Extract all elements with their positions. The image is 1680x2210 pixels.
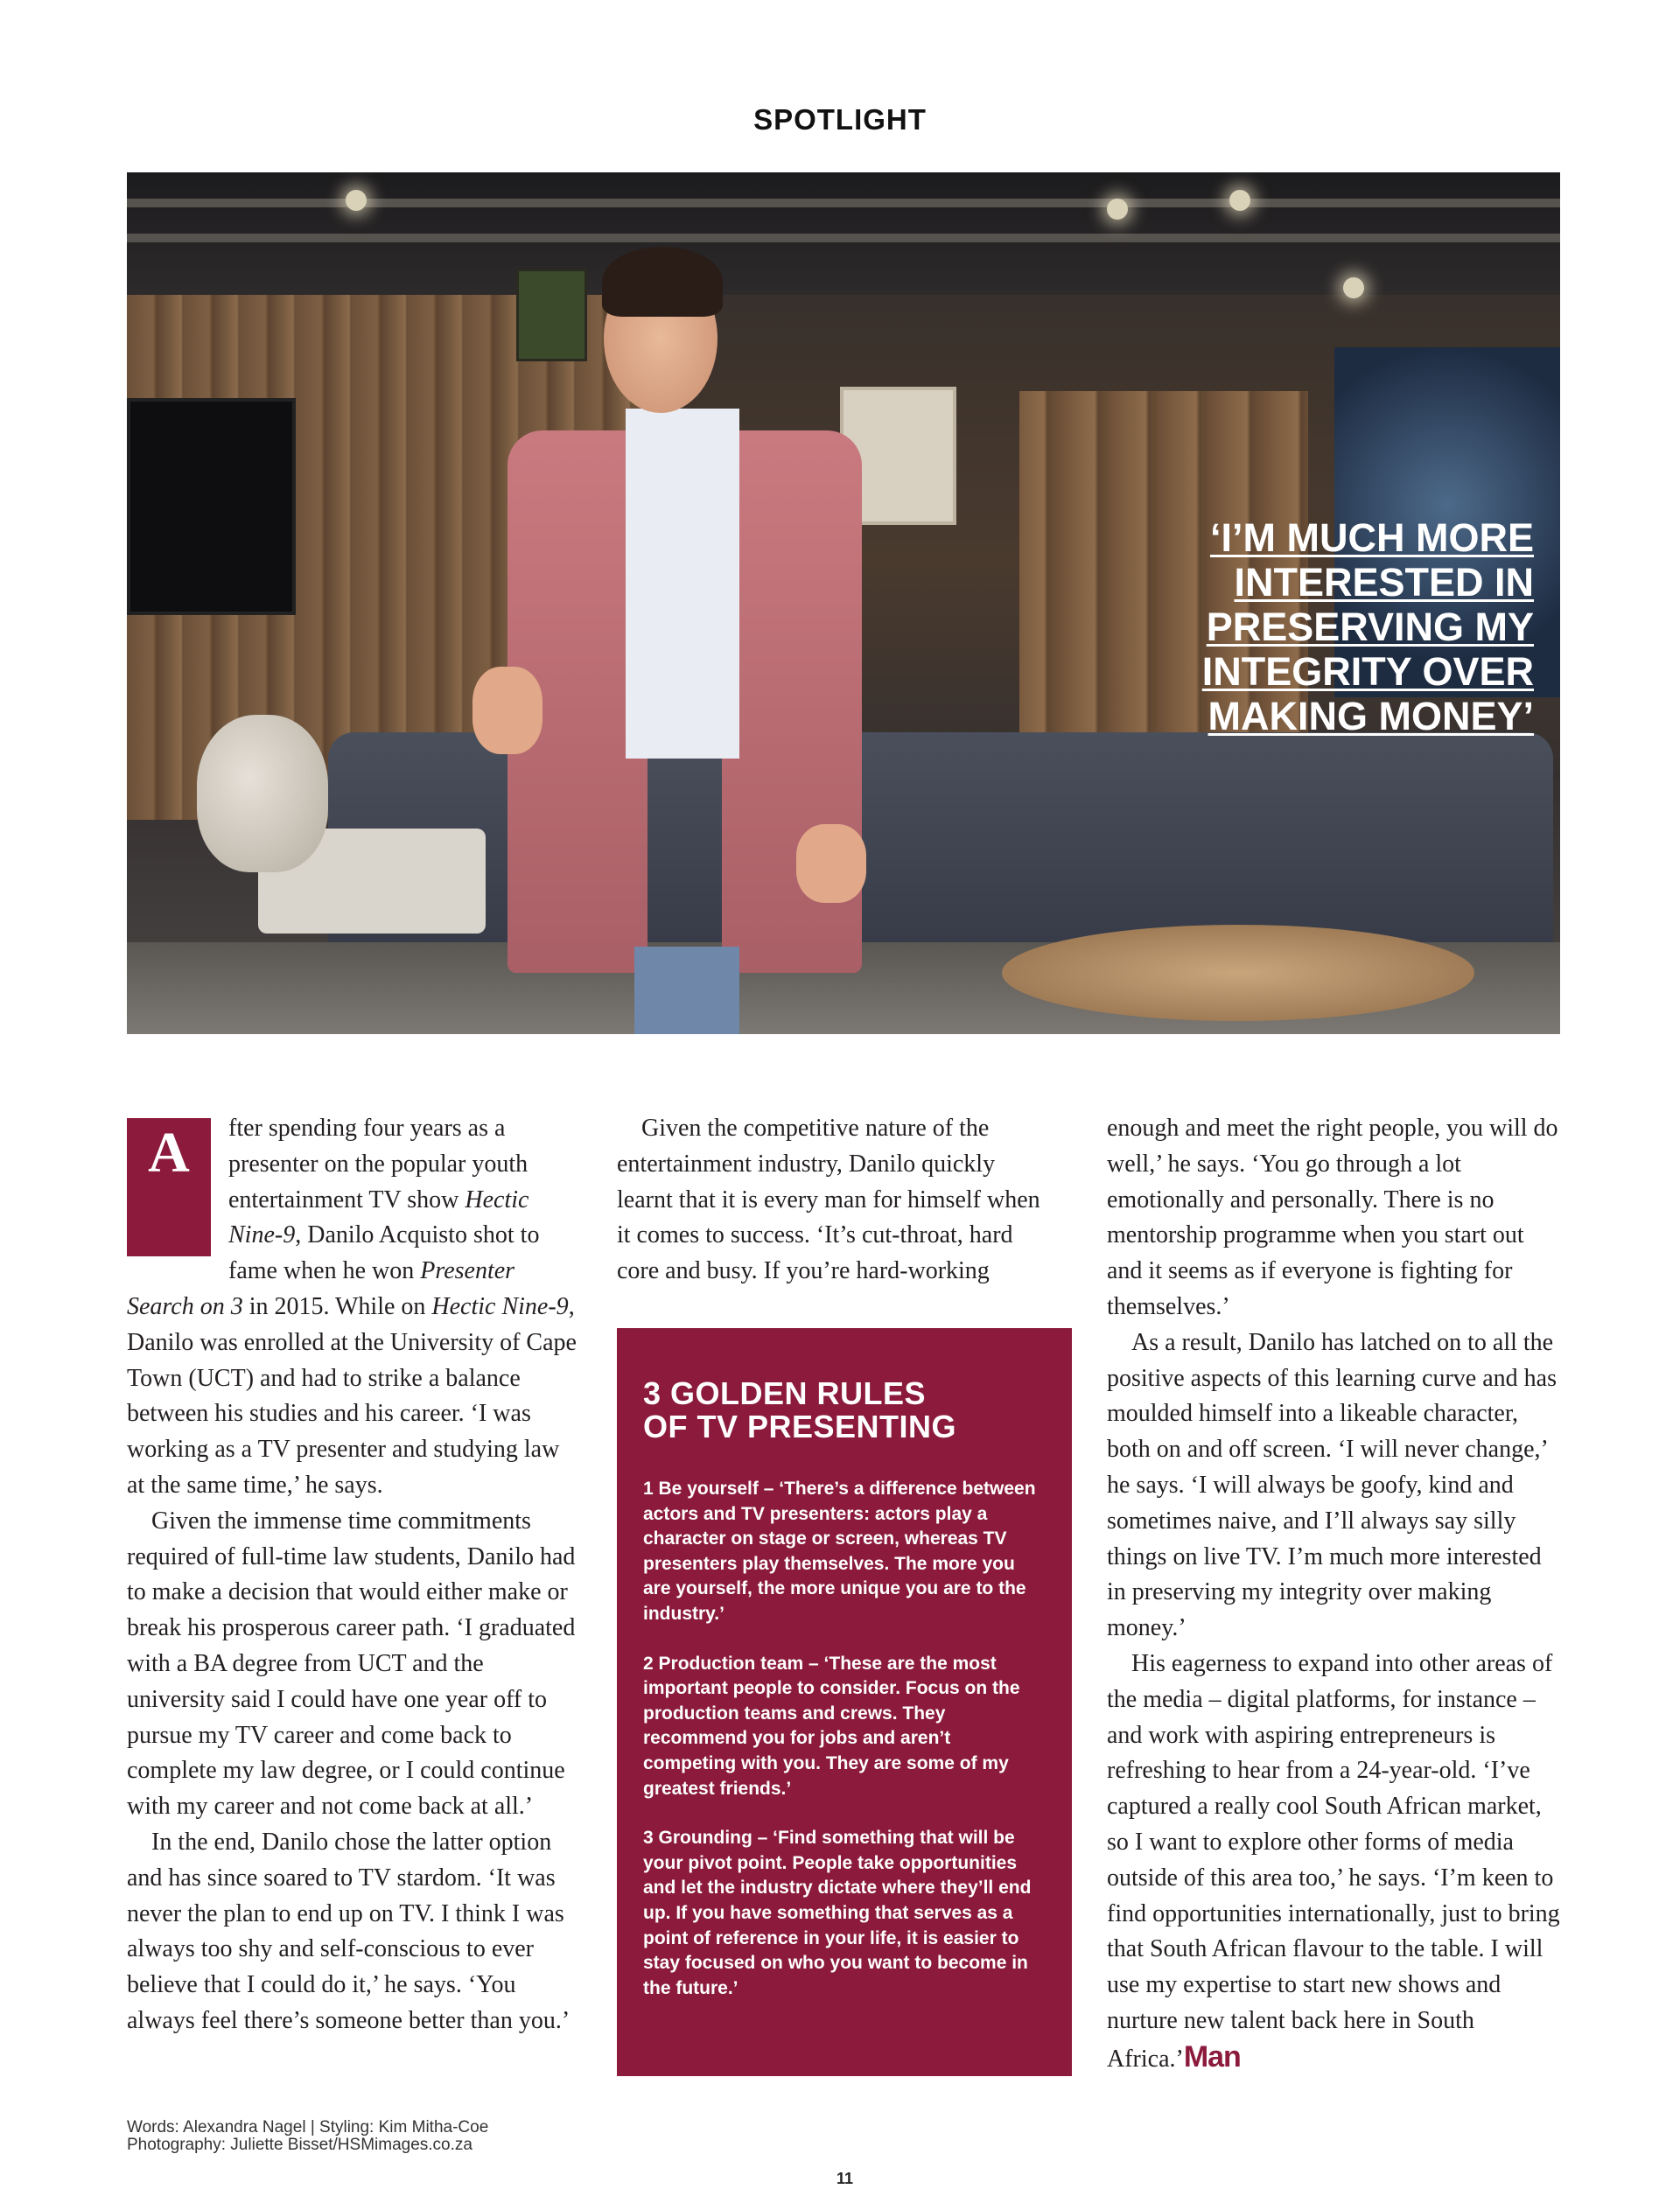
presenter-shirt [626,409,739,759]
photo-pipe [127,199,1560,207]
photo-lamp [1229,190,1250,211]
pull-quote-line: ‘I’M MUCH MORE [1210,515,1534,560]
rule-item: 1 Be yourself – ‘There’s a difference between actors and TV presenters: actors play a character on stage or screen, whereas TV presenters play themselves. The more you are yourself, the more unique you are to the industry.’ [643,1479,1036,1624]
photo-tv-screen [127,398,296,615]
rule-item: 2 Production team – ‘These are the most important people to consider. Focus on the production teams and crews. They recommend you for jobs and aren’t competing with you. They are some of my greatest friends.’ [643,1653,1020,1799]
text-run: , Danilo Acquisto shot to fame when he won [228,1221,540,1285]
presenter-hair [602,247,723,317]
section-label: SPOTLIGHT [753,103,927,136]
presenter-pants [634,947,739,1034]
text-run: in 2015. While on [242,1292,432,1320]
text-run: His eagerness to expand into other areas of the media – digital platforms, for instance – and work with aspiring entrepreneurs is refreshing to hear from a 24-year-old. ‘I’ve captured a really cool South African market, so I want to explore other forms of media outside of this area too,’ he says. ‘I’m keen to find opportunities internationally, just to bring that South African flavour to the table. I will use my expertise to start new shows and nurture new talent back here in South Africa.’ [1107,1649,1560,2073]
presenter-hand [796,824,866,903]
article-column-1 [127,1111,582,2039]
article-paragraph: Given the competitive nature of the entertainment industry, Danilo quickly learnt that it is every man for himself when it comes to success. ‘It’s cut-throat, hard core and busy. If you’re hard-working [617,1115,1040,1285]
photo-vase [197,715,328,872]
photo-lamp [346,190,367,211]
show-title: Hectic Nine-9 [228,1185,529,1249]
photo-lamp [1343,277,1364,298]
article-paragraph: enough and meet the right people, you will do well,’ he says. ‘You go through a lot emotionally and personally. There is no mentorship programme when you start out and it seems as if everyone is fighting for themselves.’ [1107,1115,1558,1320]
photo-lamp [1107,199,1128,220]
pull-quote-line: PRESERVING MY [1206,605,1534,649]
hero-photo [127,172,1560,1034]
article-paragraph: Given the immense time commitments required of full-time law students, Danilo had to make a decision that would either make or break his prosperous career path. ‘I graduated with a BA degree from UCT and the university said I could have one year off to pursue my TV career and come back to complete my law degree, or I could continue with my career and not come back at all.’ [127,1507,576,1821]
title-line: OF TV PRESENTING [643,1409,957,1444]
page-number: 11 [836,2170,854,2187]
text-run: , Danilo was enrolled at the University of Cape Town (UCT) and had to strike a balance between his studies and his career. ‘I was working as a TV presenter and studying law at the same time,’ he says. [127,1292,577,1499]
show-title: Hectic Nine-9 [431,1292,569,1320]
rule-item: 3 Grounding – ‘Find something that will be your pivot point. People take opportunities and let the industry dictate where they’ll end up. If you have something that serves as a point of reference in your life, it is easier to stay focused on who you want to become in the future.’ [643,1828,1032,1998]
drop-cap: A [127,1118,211,1256]
credits [127,2119,488,2154]
article-paragraph: In the end, Danilo chose the latter option and has since soared to TV stardom. ‘It was never the plan to end up on TV. I think I was always too shy and self-conscious to ever believe that I could do it,’ he says. ‘You always feel there’s someone better than you.’ [127,1828,570,2034]
pull-quote-line: INTEGRITY OVER [1201,649,1534,694]
article-column-3 [1107,1111,1562,2078]
end-mark-logo: Man [1183,2039,1241,2074]
golden-rules-title [643,1377,1044,1444]
article-paragraph [1107,1647,1562,2078]
article-paragraph: As a result, Danilo has latched on to all the positive aspects of this learning curve and has moulded himself into a likeable character, both on and off screen. ‘I will never change,’ he says. ‘I will always be goofy, kind and sometimes naive, and I’ll always say silly things on live TV. I’m much more interested in preserving my integrity over making money.’ [1107,1328,1557,1642]
competition-title: Presenter Search on 3 [127,1257,515,1320]
golden-rules-box [617,1328,1072,2076]
pull-quote-line: INTERESTED IN [1234,560,1534,605]
photo-coffee-table [1002,925,1474,1021]
pull-quote [1044,515,1534,738]
title-line: 3 GOLDEN RULES [643,1375,927,1411]
credit-line: Words: Alexandra Nagel | Styling: Kim Mitha-Coe [127,2118,489,2137]
credit-line: Photography: Juliette Bisset/HSMimages.co.za [127,2136,472,2154]
article-column-2 [617,1111,1054,1290]
pull-quote-line: MAKING MONEY’ [1208,694,1534,738]
photo-pipe [127,234,1560,242]
presenter-hand [472,667,542,754]
photo-presenter [472,212,840,1034]
text-run: fter spending four years as a presenter on the popular youth entertainment TV show [228,1115,528,1213]
